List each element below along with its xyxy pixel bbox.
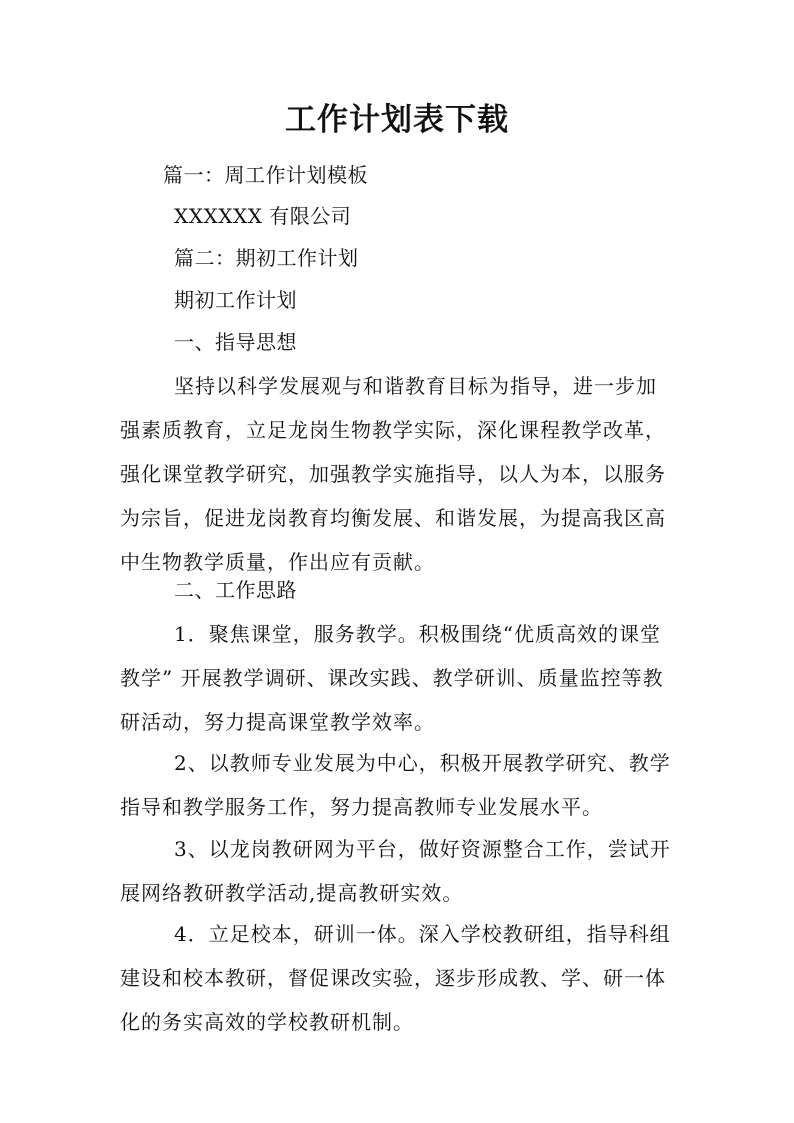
paragraph-line: 强素质教育，立足龙岗生物教学实际，深化课程教学改革， <box>120 418 666 442</box>
item-one-paragraph <box>120 612 690 744</box>
paragraph-line: 化的务实高效的学校教研机制。 <box>120 1010 414 1034</box>
paragraph-line: 3、以龙岗教研网为平台，做好资源整合工作，尝试开 <box>174 837 671 861</box>
paragraph-line: 中生物教学质量，作出应有贡献。 <box>120 550 435 574</box>
paragraph-line: 坚持以科学发展观与和谐教育目标为指导，进一步加 <box>174 374 657 398</box>
paragraph-line: 2、以教师专业发展为中心，积极开展教学研究、教学 <box>174 751 671 775</box>
paragraph-line: 研活动，努力提高课堂教学效率。 <box>120 710 435 734</box>
paragraph-line: 4．立足校本，研训一体。深入学校教研组，指导科组 <box>174 922 671 946</box>
section-two-heading: 二、工作思路 <box>174 578 297 602</box>
item-three-paragraph <box>120 827 690 915</box>
company-name: XXXXXX 有限公司 <box>174 204 352 228</box>
section-one-paragraph <box>120 364 690 584</box>
paragraph-line: 指导和教学服务工作，努力提高教师专业发展水平。 <box>120 795 603 819</box>
paragraph-line: 强化课堂教学研究，加强教学实施指导，以人为本，以服务 <box>120 462 666 486</box>
document-title: 工作计划表下载 <box>285 102 509 138</box>
item-two-paragraph <box>120 741 690 829</box>
paragraph-line: 建设和校本教研，督促课改实验，逐步形成教、学、研一体 <box>120 966 666 990</box>
section-one-heading: 一、指导思想 <box>174 330 297 354</box>
heading-part-two: 篇二：期初工作计划 <box>174 246 359 270</box>
paragraph-line: 1．聚焦课堂，服务教学。积极围绕“优质高效的课堂 <box>174 622 661 646</box>
heading-part-one: 篇一：周工作计划模板 <box>163 163 368 187</box>
paragraph-line: 展网络教研教学活动,提高教研实效。 <box>120 881 464 905</box>
plan-subtitle: 期初工作计划 <box>174 288 297 312</box>
paragraph-line: 教学” 开展教学调研、课改实践、教学研训、质量监控等教 <box>120 666 664 690</box>
paragraph-line: 为宗旨，促进龙岗教育均衡发展、和谐发展，为提高我区高 <box>120 506 666 530</box>
item-four-paragraph <box>120 912 690 1044</box>
